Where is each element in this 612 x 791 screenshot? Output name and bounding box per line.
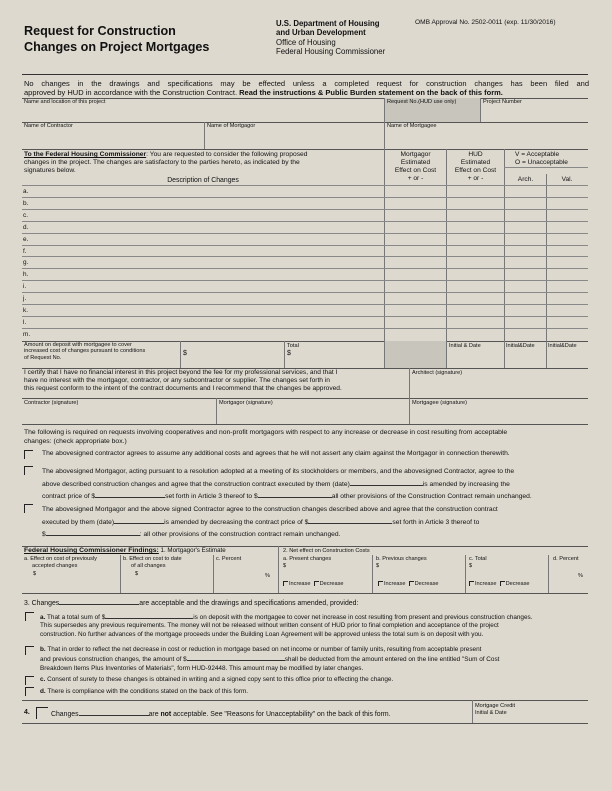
- mortgagor-col-line-1: Mortgagor: [400, 151, 431, 158]
- change-row-label: f.: [23, 247, 27, 255]
- commissioner-request-text: [24, 151, 382, 175]
- condition-a-line-3: construction. No further advances of the mortgage proceeds under the Building Loan Agreement will be approved unless the total sum is on deposit with you.: [40, 630, 484, 638]
- certify-line-3: this request conform to the intent of the contract documents and I recommend that the changes be approved.: [24, 385, 342, 393]
- increase-to-price-field[interactable]: [258, 491, 332, 498]
- previous-decrease-box[interactable]: [409, 581, 414, 586]
- contractor-signature-field[interactable]: [24, 407, 214, 423]
- initial-date-2: Initial&Date: [506, 343, 535, 349]
- title-line-2: Changes on Project Mortgages: [24, 39, 210, 54]
- change-description-field[interactable]: [34, 234, 382, 244]
- condition-a-line-1: [40, 612, 590, 622]
- coop-opt3-line-1: The abovesigned Mortgagor and the above signed Contractor agree to the construction changes described above and agree that the construction contract: [42, 506, 498, 513]
- condition-a-letter: a.: [40, 614, 46, 621]
- change-row-label: d.: [23, 223, 29, 231]
- mortgagor-estimate-header: [385, 151, 446, 183]
- decrease-from-price-field[interactable]: [308, 517, 392, 524]
- present-changes-dollar: $: [283, 563, 287, 569]
- deduction-amount-field[interactable]: [187, 654, 285, 661]
- change-description-field[interactable]: [34, 293, 382, 303]
- total-increase-box[interactable]: [469, 581, 474, 586]
- condition-c-letter: c.: [40, 676, 46, 683]
- coop-opt2-line-3: [42, 491, 590, 504]
- coop-opt2-line-1: The abovesigned Mortgagor, acting pursuant to a resolution adopted at a meeting of its stockholders or members, and the abovesigned Contractor, agree to the: [42, 468, 515, 475]
- coop-line-1: The following is required on requests involving cooperatives and non-profit mortgagors with respect to any increase or decrease in cost resulting from acceptable: [24, 429, 508, 436]
- mortgagor-col-line-4: + or -: [407, 175, 424, 183]
- item-3-text: are acceptable and the drawings and specifications amended, provided:: [139, 600, 359, 607]
- condition-b-letter: b.: [40, 646, 46, 653]
- condition-b-line-1: [40, 646, 590, 654]
- form-title: [24, 24, 209, 55]
- total-field[interactable]: [292, 349, 382, 365]
- increase-contract-checkbox[interactable]: [24, 466, 33, 475]
- change-row-label: a.: [23, 188, 29, 195]
- mortgagor-name-field[interactable]: [207, 130, 382, 148]
- change-row-label: i.: [23, 283, 27, 291]
- previous-inc-dec: [378, 581, 439, 588]
- present-increase-label: Increase: [289, 581, 311, 587]
- previous-increase-label: Increase: [384, 581, 406, 587]
- coop-opt3-line-2: [42, 517, 590, 530]
- condition-a-text-2: is on deposit with the mortgagee to cover net increase in cost resulting from present and previous construction changes.: [193, 614, 533, 621]
- total-increase-label: Increase: [475, 581, 497, 587]
- effect-previous-dollar: $: [33, 571, 37, 577]
- architect-signature-label: Architect (signature): [412, 370, 463, 376]
- change-description-field[interactable]: [34, 210, 382, 220]
- coop-line-2: changes: (check appropriate box.): [24, 437, 127, 445]
- change-row-label: e.: [23, 235, 29, 243]
- item-4-line: [51, 709, 391, 718]
- request-no-label: Request No.(HUD use only): [387, 99, 457, 105]
- project-name-label: Name and location of this project: [24, 99, 106, 105]
- architect-certification: [24, 369, 408, 394]
- coop-opt3-line-2c: set forth in Article 3 thereof to: [392, 518, 480, 526]
- initial-date-1: Initial & Date: [449, 343, 481, 349]
- hud-col-line-4: + or -: [467, 175, 484, 183]
- agency-line-1: U.S. Department of Housing: [276, 19, 380, 28]
- change-row-label: c.: [23, 211, 28, 219]
- total-decrease-label: Decrease: [505, 581, 530, 587]
- present-inc-dec: [283, 581, 344, 588]
- change-row-label: k.: [23, 307, 28, 314]
- coop-opt2-line-2a: above described construction changes and agree that the construction contract executed by them (date): [42, 480, 350, 488]
- condition-b-line-3: Breakdown Items Plus Inventories of Materials", form HUD-92448. This amount may be modified by later changes.: [40, 664, 364, 672]
- item-3-label: 3. Changes: [24, 600, 60, 607]
- mortgagor-estimate-title: 1. Mortgagor's Estimate: [158, 547, 226, 554]
- mortgage-credit-box: [475, 703, 515, 716]
- effect-to-date-label: [123, 556, 182, 569]
- certify-line-2: have no interest with the mortgagor, contractor, or any subcontractor or supplier. The changes set forth in: [24, 377, 330, 385]
- change-description-field[interactable]: [34, 305, 382, 315]
- mortgagor-col-line-2: Estimated: [400, 159, 431, 167]
- change-description-field[interactable]: [34, 269, 382, 279]
- effect-to-date-line-1: b. Effect on cost to date: [123, 556, 182, 562]
- d-percent-label: d. Percent: [553, 556, 579, 562]
- item-4-changes-label: Changes: [51, 711, 79, 718]
- item-3-line: [24, 598, 358, 607]
- change-row-label: h.: [23, 271, 29, 279]
- mortgagor-signature-label: Mortgagor (signature): [219, 400, 273, 406]
- effect-to-date-dollar: $: [135, 571, 139, 577]
- certify-line-1: I certify that I have no financial interest in this project beyond the fee for my professional services, and that I: [24, 369, 338, 376]
- previous-increase-box[interactable]: [378, 581, 383, 586]
- change-description-field[interactable]: [34, 186, 382, 196]
- effect-previous-line-2: accepted changes: [32, 562, 78, 569]
- commissioner-lead: To the Federal Housing Commissioner: [24, 151, 147, 158]
- deposit-line-2: increased cost of changes pursuant to conditions: [24, 348, 146, 355]
- change-description-field[interactable]: [34, 198, 382, 208]
- previous-decrease-label: Decrease: [414, 581, 439, 587]
- percent-sign: %: [265, 573, 270, 579]
- arch-header: Arch.: [517, 176, 534, 183]
- coop-opt2-line-3b: set forth in Article 3 thereof to $: [165, 493, 258, 500]
- deposit-dollar: $: [183, 350, 187, 357]
- decrease-contract-checkbox[interactable]: [24, 504, 33, 513]
- item-4-number: 4.: [24, 709, 30, 716]
- condition-d: [40, 688, 248, 695]
- intro-line-2-normal: approved by HUD in accordance with the Construction Contract.: [24, 88, 240, 98]
- present-changes-label: a. Present changes: [283, 556, 332, 562]
- decrease-to-price-field[interactable]: [46, 529, 140, 536]
- total-label: Total: [287, 343, 299, 349]
- condition-a-text-1: That a total sum of $: [45, 614, 106, 621]
- change-description-field[interactable]: [34, 222, 382, 232]
- condition-b-text-2: and previous construction changes, the amount of $: [40, 656, 187, 664]
- project-number-label: Project Number: [483, 99, 522, 105]
- val-header: Val.: [561, 176, 573, 183]
- hud-col-line-2: Estimated: [460, 159, 491, 167]
- effect-previous-label: [24, 556, 97, 569]
- condition-b-text-3: shall be deducted from the amount entered on the line entitled "Sum of Cost: [284, 656, 500, 664]
- effect-previous-line-1: a. Effect on cost of previously: [24, 556, 97, 562]
- deposit-text: [24, 342, 145, 361]
- condition-b-checkbox[interactable]: [25, 646, 34, 655]
- contractor-name-field[interactable]: [24, 130, 202, 148]
- deposit-amount-field[interactable]: [186, 345, 282, 365]
- condition-a: [40, 612, 590, 639]
- coop-intro: [24, 429, 590, 446]
- deposit-line-3: of Request No.: [24, 354, 62, 361]
- previous-changes-dollar: $: [376, 563, 380, 569]
- mortgagor-name-label: Name of Mortgagor: [207, 123, 256, 129]
- mortgage-credit-label: Mortgage Credit: [475, 703, 516, 709]
- present-decrease-box[interactable]: [314, 581, 319, 586]
- agency-line-3: Office of Housing: [276, 37, 336, 47]
- condition-a-checkbox[interactable]: [25, 612, 34, 621]
- condition-b-line-2: [40, 654, 590, 664]
- percent-label: c. Percent: [216, 556, 242, 562]
- condition-d-text: There is compliance with the conditions stated on the back of this form.: [45, 688, 249, 695]
- coop-opt3-line-3b: : all other provisions of the construction contract remain unchanged.: [139, 531, 341, 538]
- coop-option-3: [42, 504, 590, 542]
- description-header: Description of Changes: [167, 177, 239, 184]
- mortgagee-name-field[interactable]: [387, 130, 586, 148]
- initial-date-3: Initial&Date: [548, 343, 577, 349]
- total-changes-label: c. Total: [469, 556, 487, 562]
- deposit-shaded-cell: [384, 341, 446, 368]
- present-decrease-label: Decrease: [319, 581, 344, 587]
- coop-option-1: The abovesigned contractor agrees to assume any additional costs and agrees that he will not assert any claim against the Mortgagor in connection therewith.: [42, 450, 510, 457]
- omb-approval: OMB Approval No. 2502-0011 (exp. 11/30/2016): [415, 19, 556, 26]
- deposit-sum-field[interactable]: [105, 612, 193, 619]
- coop-opt3-line-3a: $: [42, 531, 46, 538]
- agency-line-4: Federal Housing Commissioner: [276, 47, 386, 57]
- mortgagee-name-label: Name of Mortgagee: [387, 123, 437, 129]
- increase-from-price-field[interactable]: [95, 491, 165, 498]
- findings-title: [24, 547, 226, 555]
- decrease-date-field[interactable]: [114, 517, 164, 524]
- agency-block: [276, 19, 385, 57]
- legend-unacceptable: O = Unacceptable: [515, 159, 568, 167]
- change-description-field[interactable]: [34, 317, 382, 327]
- hud-col-line-1: HUD: [468, 151, 483, 158]
- present-increase-box[interactable]: [283, 581, 288, 586]
- acceptability-legend: [515, 151, 568, 167]
- coop-opt2-line-3a: contract price of $: [42, 493, 96, 500]
- condition-c: [40, 676, 393, 683]
- condition-d-checkbox[interactable]: [25, 687, 34, 696]
- agency-line-2: and Urban Development: [276, 28, 366, 38]
- change-row-label: j.: [23, 295, 27, 303]
- condition-c-text: Consent of surety to these changes is obtained in writing and a signed copy sent to this office prior to effecting the change.: [45, 676, 394, 683]
- legend-acceptable: V = Acceptable: [515, 151, 560, 158]
- item-4-checkbox[interactable]: [36, 707, 48, 719]
- total-inc-dec: [469, 581, 530, 588]
- commissioner-line-1: [24, 151, 382, 159]
- intro-line-1: No changes in the drawings and specifications may be effected unless a completed request for construction changes has been filed and: [24, 79, 589, 88]
- coop-opt3-line-3: [42, 529, 590, 542]
- coop-opt2-line-2: [42, 479, 590, 492]
- architect-signature-field[interactable]: [412, 378, 586, 397]
- intro-line-2: [24, 88, 589, 97]
- condition-d-letter: d.: [40, 688, 46, 695]
- intro-text: [24, 79, 589, 98]
- change-row-label: g.: [23, 259, 29, 267]
- commissioner-line-3: signatures below.: [24, 167, 76, 175]
- contractor-signature-label: Contractor (signature): [24, 400, 79, 406]
- coop-opt2-line-3c: all other provisions of the Construction Contract remain unchanged.: [331, 493, 532, 500]
- total-decrease-box[interactable]: [500, 581, 505, 586]
- change-row-label: m.: [23, 330, 31, 338]
- change-description-field[interactable]: [34, 257, 382, 267]
- coop-opt3-line-2a: executed by them (date): [42, 518, 115, 526]
- coop-option-2: [42, 466, 590, 504]
- change-description-field[interactable]: [34, 281, 382, 291]
- coop-opt2-line-2b: is amended by increasing the: [422, 480, 510, 488]
- effect-to-date-line-2: of all changes: [131, 562, 166, 569]
- mortgagor-signature-field[interactable]: [219, 407, 407, 423]
- mortgage-credit-initial-date: Initial & Date: [475, 709, 507, 716]
- condition-a-line-2: This supersedes any previous requirements. The money will not be released without written consent of HUD prior to final completion and acceptance of the project: [40, 622, 499, 630]
- item-4-are: are: [148, 711, 161, 718]
- mortgagee-signature-field[interactable]: [412, 407, 586, 423]
- total-changes-dollar: $: [469, 563, 473, 569]
- project-name-field[interactable]: [24, 106, 382, 121]
- mortgagee-signature-label: Mortgagee (signature): [412, 400, 468, 406]
- item-4-changes-field[interactable]: [79, 709, 149, 716]
- hud-col-line-3: Effect on Cost: [454, 167, 497, 175]
- title-line-1: Request for Construction: [24, 24, 176, 38]
- coop-opt3-line-2b: is amended by decreasing the contract price of $: [164, 518, 309, 526]
- condition-c-checkbox[interactable]: [25, 676, 34, 685]
- change-row-label: l.: [23, 318, 27, 326]
- commissioner-line-1-text: : You are requested to consider the following proposed: [146, 151, 308, 158]
- net-effect-title: 2. Net effect on Construction Costs: [283, 548, 370, 554]
- total-dollar: $: [287, 350, 291, 357]
- change-description-field[interactable]: [34, 329, 382, 339]
- project-number-field[interactable]: [482, 106, 586, 121]
- item-3-changes-field[interactable]: [59, 598, 139, 605]
- hud-estimate-header: [447, 151, 504, 183]
- mortgagor-col-line-3: Effect on Cost: [394, 167, 437, 175]
- deposit-line-1: Amount on deposit with mortgagee to cover: [24, 342, 132, 348]
- increase-date-field[interactable]: [350, 479, 423, 486]
- change-row-label: b.: [23, 199, 29, 207]
- item-4-not: not: [160, 711, 172, 718]
- item-4-text: acceptable. See "Reasons for Unacceptability" on the back of this form.: [171, 711, 391, 718]
- condition-b-text-1: That in order to reflect the net decrease in cost or reduction in mortgage based on net income or number of family units, resulting from acceptable present: [45, 646, 482, 653]
- contractor-assumes-checkbox[interactable]: [24, 450, 33, 459]
- d-percent-sign: %: [578, 573, 583, 579]
- previous-changes-label: b. Previous changes: [376, 556, 427, 562]
- condition-b: [40, 646, 590, 673]
- change-description-field[interactable]: [34, 246, 382, 256]
- intro-line-2-bold: Read the instructions & Public Burden statement on the back of this form.: [239, 88, 503, 98]
- findings-title-bold: Federal Housing Commissioner Findings:: [24, 547, 159, 554]
- contractor-name-label: Name of Contractor: [24, 123, 73, 129]
- commissioner-line-2: changes in the project. The changes are satisfactory to the parties hereto, as indicated by the: [24, 159, 300, 167]
